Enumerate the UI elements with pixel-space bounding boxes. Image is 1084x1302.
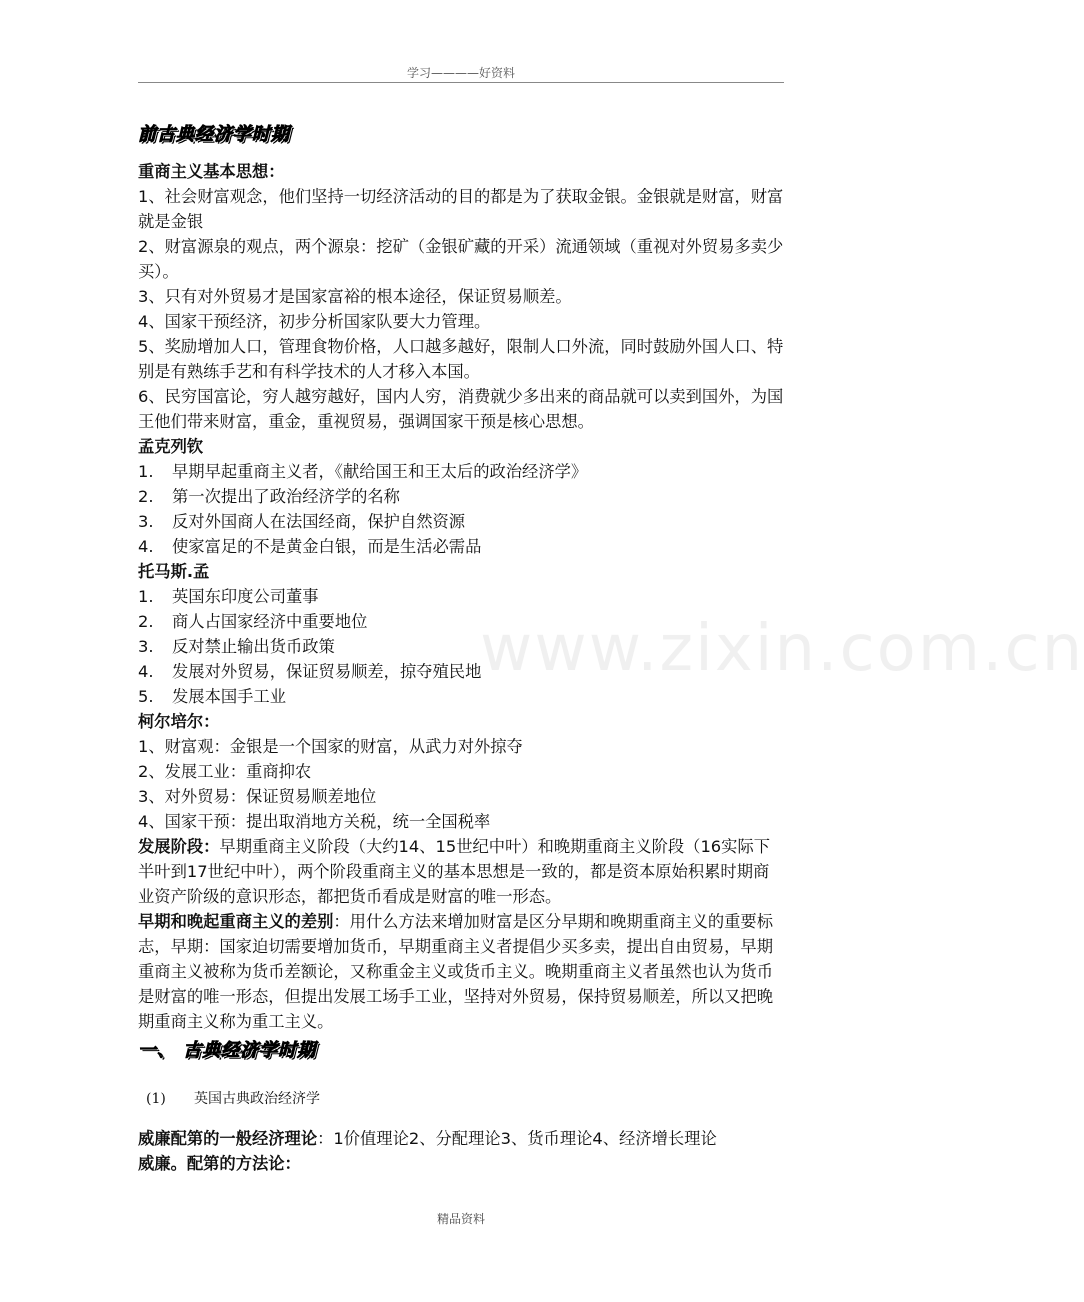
item-text: 使家富足的不是黄金白银，而是生活必需品 xyxy=(172,537,482,556)
stages-paragraph xyxy=(138,834,784,909)
mercantilism-item: 6、民穷国富论，穷人越穷越好，国内人穷，消费就少多出来的商品就可以卖到国外，为国王他们带来财富，重金，重视贸易，强调国家干预是核心思想。 xyxy=(138,387,784,431)
item-number: 4. xyxy=(138,662,154,681)
subsection-heading xyxy=(146,1087,784,1112)
header-divider xyxy=(138,82,784,83)
document-body xyxy=(138,114,784,1176)
list-item xyxy=(138,634,784,659)
mercantilism-item: 3、只有对外贸易才是国家富裕的根本途径，保证贸易顺差。 xyxy=(138,287,572,306)
item-text: 第一次提出了政治经济学的名称 xyxy=(172,487,400,506)
stages-label: 发展阶段： xyxy=(138,837,220,856)
list-item xyxy=(138,684,784,709)
mercantilism-item: 5、奖励增加人口，管理食物价格，人口越多越好，限制人口外流，同时鼓励外国人口、特别是有熟练手艺和有科学技术的人才移入本国。 xyxy=(138,337,784,381)
mercantilism-title: 重商主义基本思想： xyxy=(138,162,285,181)
petty-method-title: 威廉。配第的方法论： xyxy=(138,1154,301,1173)
difference-label: 早期和晚起重商主义的差别 xyxy=(138,912,334,931)
list-item xyxy=(138,534,784,559)
list-item xyxy=(138,584,784,609)
colbert-item: 2、发展工业：重商抑农 xyxy=(138,762,312,781)
colbert-item: 1、财富观：金银是一个国家的财富，从武力对外掠夺 xyxy=(138,737,523,756)
mercantilism-item: 1、社会财富观念，他们坚持一切经济活动的目的都是为了获取金银。金银就是财富，财富就是金银 xyxy=(138,187,784,231)
item-text: 商人占国家经济中重要地位 xyxy=(172,612,368,631)
difference-paragraph xyxy=(138,909,784,1034)
montchretien-title: 孟克列钦 xyxy=(138,437,204,456)
item-number: 3. xyxy=(138,637,154,656)
item-text: 发展本国手工业 xyxy=(172,687,286,706)
item-number: 4. xyxy=(138,537,154,556)
item-text: 反对外国商人在法国经商，保护自然资源 xyxy=(172,512,466,531)
item-number: 2. xyxy=(138,612,154,631)
list-item xyxy=(138,509,784,534)
list-item xyxy=(138,659,784,684)
subsection-number: (1) xyxy=(146,1091,166,1107)
item-number: 2. xyxy=(138,487,154,506)
page-header: 学习————好资料 xyxy=(406,66,515,80)
list-item xyxy=(138,459,784,484)
list-item xyxy=(138,484,784,509)
colbert-item: 4、国家干预：提出取消地方关税，统一全国税率 xyxy=(138,812,491,831)
page-footer: 精品资料 xyxy=(436,1212,485,1226)
petty-theory-label: 威廉配第的一般经济理论 xyxy=(138,1129,318,1148)
stages-text: 早期重商主义阶段（大约14、15世纪中叶）和晚期重商主义阶段（16实际下半叶到17世纪中叶），两个阶段重商主义的基本思想是一致的，都是资本原始积累时期商业资产阶级的意识形态，都把货币看成是财富的唯一形态。 xyxy=(138,837,771,906)
colbert-title: 柯尔培尔： xyxy=(138,712,220,731)
petty-theory-paragraph xyxy=(138,1126,784,1151)
item-text: 反对禁止输出货币政策 xyxy=(172,637,335,656)
watermark: www.zixin.com.cn xyxy=(480,612,1084,686)
item-text: 发展对外贸易，保证贸易顺差，掠夺殖民地 xyxy=(172,662,482,681)
section-title-pre-classical: 前古典经济学时期 xyxy=(138,124,290,145)
petty-theory-text: ：1价值理论2、分配理论3、货币理论4、经济增长理论 xyxy=(317,1129,717,1148)
item-number: 1. xyxy=(138,462,154,481)
item-text: 英国东印度公司董事 xyxy=(172,587,319,606)
section-title-classical: 一、 古典经济学时期 xyxy=(138,1040,317,1061)
item-number: 5. xyxy=(138,687,154,706)
difference-text: ：用什么方法来增加财富是区分早期和晚期重商主义的重要标志，早期：国家迫切需要增加货币，早期重商主义者提倡少买多卖，提出自由贸易，早期重商主义被称为货币差额论，又称重金主义或货币主义。晚期重商主义者虽然也认为货币是财富的唯一形态，但提出发展工场手工业，坚持对外贸易，保持贸易顺差，所以又把晚期重商主义称为重工主义。 xyxy=(138,912,773,1031)
item-text: 早期早起重商主义者，《献给国王和王太后的政治经济学》 xyxy=(172,462,588,481)
subsection-text: 英国古典政治经济学 xyxy=(194,1091,320,1107)
list-item xyxy=(138,609,784,634)
colbert-item: 3、对外贸易：保证贸易顺差地位 xyxy=(138,787,377,806)
item-number: 1. xyxy=(138,587,154,606)
mercantilism-item: 2、财富源泉的观点，两个源泉：挖矿（金银矿藏的开采）流通领域（重视对外贸易多卖少买）。 xyxy=(138,237,784,281)
mercantilism-item: 4、国家干预经济，初步分析国家队要大力管理。 xyxy=(138,312,491,331)
item-number: 3. xyxy=(138,512,154,531)
mun-title: 托马斯.孟 xyxy=(138,562,210,581)
